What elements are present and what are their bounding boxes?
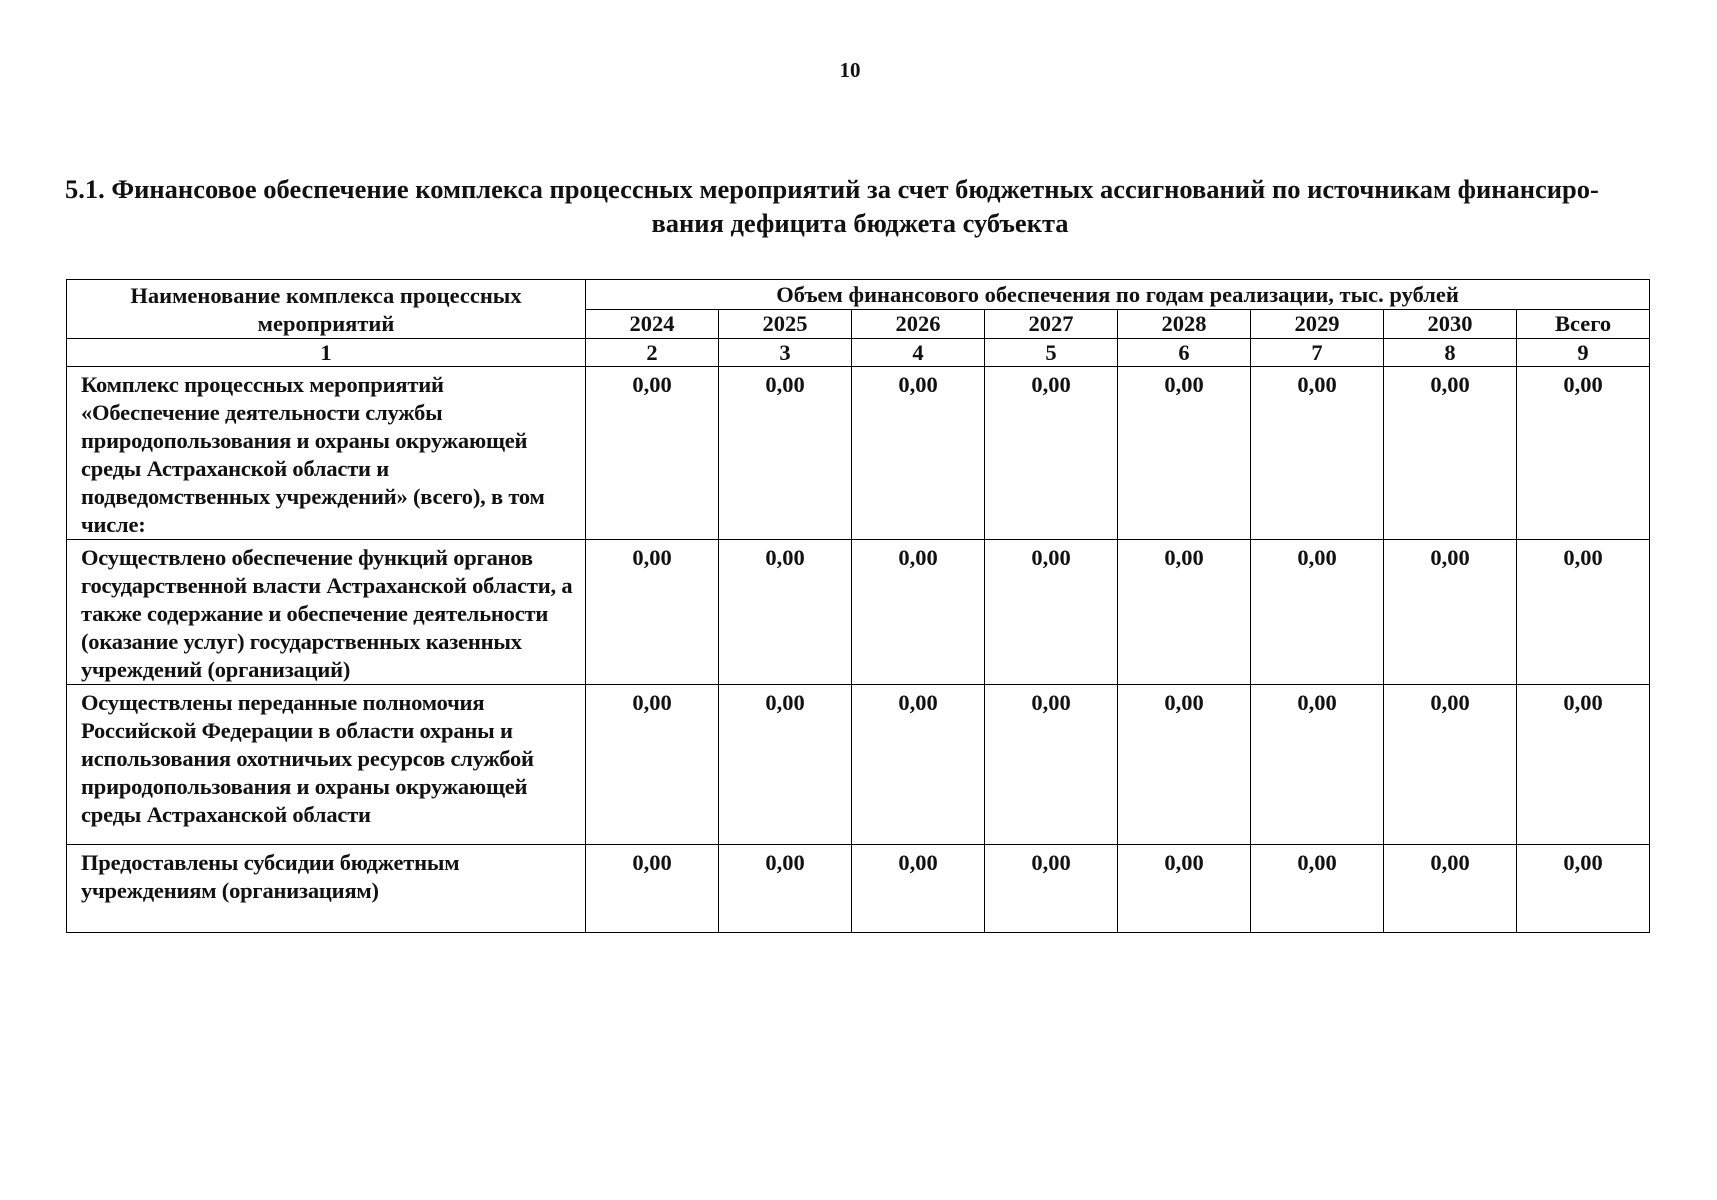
column-number: 8 <box>1384 339 1517 367</box>
value-cell: 0,00 <box>852 367 985 540</box>
total-value-cell: 0,00 <box>1517 845 1650 933</box>
table-row <box>67 540 1650 685</box>
row-name: Осуществлено обеспечение функций органов государственной власти Астраханской области, а также содержание и обеспечение деятельности (оказание услуг) государственных казенных учреждений (организаций) <box>67 540 586 685</box>
value-cell: 0,00 <box>985 845 1118 933</box>
table-row <box>67 845 1650 933</box>
year-header-2027: 2027 <box>985 309 1118 339</box>
column-number: 1 <box>67 339 586 367</box>
value-cell: 0,00 <box>1384 540 1517 685</box>
value-cell: 0,00 <box>586 540 719 685</box>
total-value-cell: 0,00 <box>1517 367 1650 540</box>
value-cell: 0,00 <box>985 540 1118 685</box>
value-cell: 0,00 <box>586 845 719 933</box>
value-cell: 0,00 <box>1384 685 1517 845</box>
table-row <box>67 367 1650 540</box>
volume-header: Объем финансового обеспечения по годам реализации, тыс. рублей <box>586 280 1650 310</box>
column-number: 9 <box>1517 339 1650 367</box>
year-header-2029: 2029 <box>1251 309 1384 339</box>
value-cell: 0,00 <box>719 685 852 845</box>
row-name: Комплекс процессных мероприятий «Обеспечение деятельности службы природопользования и охраны окружающей среды Астраханской области и подведомственных учреждений» (всего), в том числе: <box>67 367 586 540</box>
value-cell: 0,00 <box>852 685 985 845</box>
section-heading-line-2: вания дефицита бюджета субъекта <box>651 208 1069 238</box>
value-cell: 0,00 <box>985 685 1118 845</box>
value-cell: 0,00 <box>1251 685 1384 845</box>
financing-table <box>66 279 1650 933</box>
name-column-header: Наименование комплекса процессных мероприятий <box>67 280 586 339</box>
value-cell: 0,00 <box>586 685 719 845</box>
page-number: 10 <box>839 58 861 82</box>
value-cell: 0,00 <box>1118 685 1251 845</box>
year-header-2026: 2026 <box>852 309 985 339</box>
section-heading <box>65 172 1655 240</box>
column-number: 6 <box>1118 339 1251 367</box>
value-cell: 0,00 <box>719 845 852 933</box>
value-cell: 0,00 <box>1118 367 1251 540</box>
value-cell: 0,00 <box>852 540 985 685</box>
value-cell: 0,00 <box>1118 845 1251 933</box>
year-header-2028: 2028 <box>1118 309 1251 339</box>
value-cell: 0,00 <box>1251 540 1384 685</box>
year-header-2030: 2030 <box>1384 309 1517 339</box>
value-cell: 0,00 <box>852 845 985 933</box>
row-name: Осуществлены переданные полномочия Российской Федерации в области охраны и использования охотничьих ресурсов службой природопользования и охраны окружающей среды Астраханской области <box>67 685 586 845</box>
total-header: Всего <box>1517 309 1650 339</box>
total-value-cell: 0,00 <box>1517 540 1650 685</box>
value-cell: 0,00 <box>586 367 719 540</box>
column-number: 2 <box>586 339 719 367</box>
section-heading-line-1: 5.1. Финансовое обеспечение комплекса процессных мероприятий за счет бюджетных ассигнований по источникам финансиро- <box>65 174 1599 204</box>
column-number: 4 <box>852 339 985 367</box>
value-cell: 0,00 <box>1384 367 1517 540</box>
total-value-cell: 0,00 <box>1517 685 1650 845</box>
column-number: 3 <box>719 339 852 367</box>
row-name: Предоставлены субсидии бюджетным учреждениям (организациям) <box>67 845 586 933</box>
column-number: 5 <box>985 339 1118 367</box>
value-cell: 0,00 <box>719 367 852 540</box>
year-header-2025: 2025 <box>719 309 852 339</box>
value-cell: 0,00 <box>1251 845 1384 933</box>
value-cell: 0,00 <box>1384 845 1517 933</box>
value-cell: 0,00 <box>1251 367 1384 540</box>
value-cell: 0,00 <box>719 540 852 685</box>
table-row <box>67 685 1650 845</box>
value-cell: 0,00 <box>1118 540 1251 685</box>
column-number: 7 <box>1251 339 1384 367</box>
value-cell: 0,00 <box>985 367 1118 540</box>
year-header-2024: 2024 <box>586 309 719 339</box>
